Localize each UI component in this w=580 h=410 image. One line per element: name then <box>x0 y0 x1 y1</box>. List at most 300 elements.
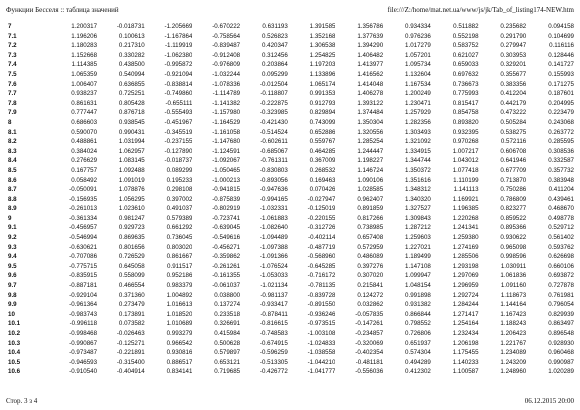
value-cell: 1.169921 <box>452 195 479 203</box>
table-row <box>6 319 574 329</box>
x-value-cell: 7.7 <box>8 90 17 98</box>
value-cell: 0.561402 <box>548 234 574 242</box>
value-cell: 0.397276 <box>357 262 384 270</box>
value-cell: 1.147108 <box>405 262 431 270</box>
value-cell: 1.043012 <box>452 157 479 165</box>
value-cell: -1.141382 <box>212 99 241 107</box>
value-cell: 0.171275 <box>548 80 574 88</box>
x-value-cell: 10.5 <box>8 358 21 366</box>
value-cell: 0.420347 <box>261 42 288 50</box>
value-cell: 1.348312 <box>405 186 431 194</box>
value-cell: 1.197203 <box>309 61 336 69</box>
x-value-cell: 7.3 <box>8 51 17 59</box>
value-cell: 1.254825 <box>309 51 336 59</box>
value-cell: -1.164529 <box>212 118 241 126</box>
value-cell: 0.298108 <box>166 186 193 194</box>
table-row <box>6 214 574 224</box>
value-cell: 0.775993 <box>452 90 479 98</box>
x-value-cell: 10.4 <box>8 349 21 357</box>
x-value-cell: 7 <box>8 23 12 30</box>
table-row <box>6 291 574 301</box>
value-cell: 0.167757 <box>71 166 98 174</box>
value-cell: 0.993279 <box>166 330 193 337</box>
value-cell: -0.645285 <box>307 262 336 270</box>
table-row <box>6 166 574 176</box>
value-cell: -0.946593 <box>69 358 98 366</box>
value-cell: 0.526823 <box>261 32 288 40</box>
table-row <box>6 348 574 358</box>
value-cell: 1.296959 <box>452 282 479 290</box>
value-cell: -0.320069 <box>355 339 384 347</box>
value-cell: -0.630621 <box>69 243 98 251</box>
value-cell: -0.685067 <box>259 147 288 155</box>
value-cell: -0.481181 <box>355 358 384 366</box>
value-cell: 0.801656 <box>118 243 145 251</box>
value-cell: -1.032244 <box>212 70 241 78</box>
value-cell: -0.596259 <box>259 349 288 357</box>
value-cell: 0.329201 <box>500 61 527 69</box>
value-cell: 1.030911 <box>500 262 527 270</box>
value-cell: 0.371360 <box>118 291 145 299</box>
value-cell: 1.274169 <box>452 243 479 251</box>
value-cell: 0.854758 <box>452 109 479 117</box>
value-cell: -1.161058 <box>212 128 241 136</box>
x-value-cell: 8.7 <box>8 186 17 194</box>
value-cell: 0.938237 <box>71 90 98 98</box>
value-cell: -1.124591 <box>212 147 241 155</box>
x-value-cell: 8.2 <box>8 138 17 146</box>
value-cell: -0.933417 <box>259 301 288 309</box>
value-cell: 0.805428 <box>118 99 145 107</box>
value-cell: 1.196206 <box>71 32 98 40</box>
value-cell: 1.198227 <box>357 157 384 165</box>
value-cell: 1.090106 <box>357 176 384 184</box>
table-row <box>6 329 574 339</box>
value-cell: 0.738985 <box>357 224 384 232</box>
value-cell: 0.930622 <box>500 234 527 242</box>
value-cell: 1.297069 <box>452 272 479 280</box>
value-cell: -0.018731 <box>116 23 145 30</box>
value-cell: 1.140233 <box>452 358 479 366</box>
value-cell: 0.116116 <box>549 42 574 50</box>
table-row <box>6 281 574 291</box>
value-cell: 1.303493 <box>405 128 431 136</box>
value-cell: 0.726806 <box>405 330 431 337</box>
value-cell: 0.124272 <box>357 291 384 299</box>
value-cell: -0.147261 <box>355 320 384 328</box>
value-cell: 0.970268 <box>452 138 479 146</box>
value-cell: 1.221767 <box>500 339 527 347</box>
value-cell: 1.132604 <box>405 70 431 78</box>
value-cell: 1.393122 <box>357 99 384 107</box>
value-cell: 1.004892 <box>166 291 193 299</box>
value-cell: -0.990867 <box>69 339 98 347</box>
value-cell: 0.653121 <box>214 358 241 366</box>
value-cell: 0.962407 <box>357 195 384 203</box>
value-cell: 0.273479 <box>118 301 145 309</box>
page-header <box>6 4 574 16</box>
x-value-cell: 7.4 <box>8 61 17 69</box>
value-cell: 0.505284 <box>500 118 527 126</box>
value-cell: 0.559767 <box>309 138 336 146</box>
value-cell: -0.125019 <box>307 205 336 213</box>
table-row <box>6 32 574 42</box>
value-cell: -1.041777 <box>307 368 336 376</box>
value-cell: 1.196385 <box>452 205 479 213</box>
value-cell: 0.412204 <box>500 90 527 98</box>
value-cell: 0.303953 <box>500 51 527 59</box>
x-value-cell: 7.6 <box>8 80 17 88</box>
value-cell: 0.659033 <box>452 61 479 69</box>
value-cell: -1.097388 <box>259 243 288 251</box>
value-cell: -1.021134 <box>260 282 288 290</box>
x-value-cell: 9.9 <box>8 301 17 309</box>
value-cell: 0.572116 <box>500 138 527 146</box>
value-cell: -0.639045 <box>212 224 241 232</box>
table-row <box>6 310 574 320</box>
value-cell: 0.876718 <box>118 109 145 117</box>
value-cell: -0.887181 <box>69 282 98 290</box>
value-cell: -0.802919 <box>212 205 241 213</box>
value-cell: 0.032862 <box>357 301 384 309</box>
value-cell: -0.674915 <box>259 339 288 347</box>
value-cell: 1.065359 <box>71 70 98 78</box>
value-cell: 1.230471 <box>405 99 431 107</box>
value-cell: -0.910540 <box>69 368 98 376</box>
value-cell: -0.359862 <box>212 253 241 261</box>
value-cell: 0.223479 <box>548 109 574 117</box>
value-cell: 0.761981 <box>548 291 574 299</box>
value-cell: 0.104699 <box>548 32 574 40</box>
value-cell: 0.983379 <box>166 282 193 290</box>
value-cell: 0.652886 <box>309 128 336 136</box>
value-cell: -0.878411 <box>260 310 288 318</box>
value-cell: 0.661292 <box>166 224 193 232</box>
table-row <box>6 22 574 32</box>
value-cell: 0.579897 <box>214 349 241 357</box>
x-value-cell: 9.3 <box>8 243 17 251</box>
x-value-cell: 8.9 <box>8 205 17 213</box>
value-cell: 1.344744 <box>405 157 431 165</box>
value-cell: -0.220155 <box>307 214 336 222</box>
value-cell: 0.928930 <box>548 339 574 347</box>
table-row <box>6 128 574 138</box>
value-cell: 1.141113 <box>453 186 479 194</box>
value-cell: 0.263772 <box>548 128 574 136</box>
value-cell: 1.118673 <box>500 291 527 299</box>
value-cell: 0.473222 <box>500 109 527 117</box>
file-path: file:///Z:/home/mat.net.ua/www/js/jk/Tab_of_listing174-NEW.htm <box>387 6 574 14</box>
value-cell: -0.487719 <box>307 243 336 251</box>
value-cell: -0.830803 <box>259 166 288 174</box>
value-cell: -0.976809 <box>212 61 241 69</box>
x-value-cell: 9.5 <box>8 262 17 270</box>
value-cell: 1.057201 <box>405 51 431 59</box>
value-cell: -0.127890 <box>164 147 193 155</box>
value-cell: 0.938545 <box>118 118 145 126</box>
table-row <box>6 51 574 61</box>
value-cell: 0.932395 <box>452 128 479 136</box>
value-cell: 0.626698 <box>548 253 574 261</box>
value-cell: 0.866844 <box>405 310 431 318</box>
table-row <box>6 118 574 128</box>
value-cell: -1.205669 <box>164 23 193 30</box>
value-cell: 1.056295 <box>118 195 145 203</box>
value-cell: 0.203864 <box>261 61 288 69</box>
value-cell: 0.572959 <box>357 243 384 251</box>
value-cell: 1.340320 <box>405 195 431 203</box>
value-cell: 1.416562 <box>357 70 384 78</box>
value-cell: 0.291790 <box>500 32 527 40</box>
value-cell: 0.233518 <box>214 310 241 318</box>
table-body <box>6 22 574 377</box>
page-footer <box>6 396 574 406</box>
value-cell: -0.912408 <box>212 51 241 59</box>
value-cell: 0.217310 <box>118 42 145 50</box>
value-cell: 0.726529 <box>118 253 145 261</box>
table-row <box>6 137 574 147</box>
table-row <box>6 80 574 90</box>
value-cell: -0.716172 <box>307 272 336 280</box>
value-cell: 0.058492 <box>71 176 98 184</box>
value-cell: 0.697632 <box>452 70 479 78</box>
value-cell: 0.834141 <box>166 368 193 376</box>
value-cell: 1.200317 <box>71 23 98 30</box>
value-cell: 1.244447 <box>357 147 384 155</box>
value-cell: 0.990431 <box>118 128 145 136</box>
table-row <box>6 185 574 195</box>
value-cell: -0.973487 <box>69 349 98 357</box>
value-cell: -1.044210 <box>307 358 336 366</box>
value-cell: 1.065174 <box>309 80 336 88</box>
value-cell: 0.442179 <box>500 99 527 107</box>
value-cell: 1.189499 <box>405 253 431 261</box>
value-cell: 1.254164 <box>452 320 479 328</box>
value-cell: 1.114385 <box>71 61 98 69</box>
value-cell: 1.092488 <box>118 166 145 174</box>
value-cell: 0.896548 <box>548 330 574 337</box>
value-cell: 0.869635 <box>118 234 145 242</box>
value-cell: 0.981247 <box>118 214 145 222</box>
print-datetime: 06.12.2015 20:00 <box>524 397 574 405</box>
x-value-cell: 8 <box>8 118 12 126</box>
value-cell: 0.100613 <box>118 32 145 40</box>
value-cell: 1.099947 <box>405 272 431 280</box>
x-value-cell: 10.6 <box>8 368 21 376</box>
value-cell: -0.118807 <box>260 90 288 98</box>
value-cell: -0.221891 <box>116 349 145 357</box>
x-value-cell: 9.2 <box>8 234 17 242</box>
value-cell: 1.234089 <box>500 349 527 357</box>
value-cell: -0.749860 <box>164 90 193 98</box>
value-cell: 1.028585 <box>357 186 384 194</box>
value-cell: 0.308536 <box>548 147 574 155</box>
value-cell: -0.451967 <box>164 118 193 126</box>
value-cell: 0.383948 <box>548 176 574 184</box>
value-cell: 0.468670 <box>548 205 574 213</box>
value-cell: -0.995872 <box>164 61 193 69</box>
value-cell: 0.384024 <box>71 147 98 155</box>
value-cell: 0.725251 <box>118 90 145 98</box>
value-cell: 1.257929 <box>405 109 431 117</box>
value-cell: -1.000213 <box>212 176 241 184</box>
value-cell: 1.091019 <box>118 176 145 184</box>
value-cell: 1.200249 <box>405 90 431 98</box>
value-cell: 0.817266 <box>357 214 384 222</box>
value-cell: 1.394290 <box>357 42 384 50</box>
value-cell: 0.367009 <box>309 157 336 165</box>
value-cell: -1.092067 <box>212 157 241 165</box>
x-value-cell: 9.7 <box>8 282 17 290</box>
value-cell: -1.091366 <box>259 253 288 261</box>
value-cell: 1.334915 <box>405 147 431 155</box>
value-cell: 1.078876 <box>118 186 145 194</box>
value-cell: -1.053033 <box>259 272 288 280</box>
value-cell: 0.823277 <box>500 205 527 213</box>
value-cell: 1.091160 <box>500 282 527 290</box>
value-cell: -1.032331 <box>259 205 288 213</box>
value-cell: 1.356786 <box>357 23 384 30</box>
value-cell: 0.307020 <box>357 272 384 280</box>
table-row <box>6 147 574 157</box>
value-cell: 0.998596 <box>500 253 527 261</box>
value-cell: 0.173891 <box>118 310 145 318</box>
value-cell: 0.895366 <box>500 224 527 232</box>
value-cell: 0.155993 <box>548 70 574 78</box>
value-cell: 0.777447 <box>71 109 98 117</box>
table-row <box>6 271 574 281</box>
value-cell: 0.743099 <box>309 118 336 126</box>
value-cell: -0.758564 <box>212 32 241 40</box>
value-cell: -0.361334 <box>69 214 98 222</box>
value-cell: 0.636855 <box>118 80 145 88</box>
value-cell: 0.137274 <box>214 301 241 309</box>
value-cell: -0.947636 <box>259 186 288 194</box>
value-cell: -1.024833 <box>307 339 336 347</box>
value-cell: 1.144164 <box>500 301 527 309</box>
value-cell: 0.719685 <box>214 368 241 376</box>
value-cell: -0.222875 <box>259 99 288 107</box>
value-cell: -0.973515 <box>307 320 336 328</box>
value-cell: 0.438500 <box>118 61 145 69</box>
value-cell: 0.089299 <box>166 166 193 174</box>
value-cell: -0.549616 <box>212 234 241 242</box>
value-cell: -0.761311 <box>260 157 288 165</box>
value-cell: -0.929104 <box>69 291 98 299</box>
value-cell: -0.546994 <box>69 234 98 242</box>
value-cell: -0.556036 <box>355 368 384 376</box>
value-cell: -0.513305 <box>259 358 288 366</box>
value-cell: 1.180283 <box>71 42 98 50</box>
value-cell: -1.114789 <box>212 90 241 98</box>
value-cell: -0.748583 <box>259 330 288 337</box>
value-cell: 1.152668 <box>71 51 98 59</box>
value-cell: 1.293198 <box>452 262 479 270</box>
x-value-cell: 8.5 <box>8 166 17 174</box>
bessel-table-container <box>6 22 574 377</box>
value-cell: 0.357732 <box>548 166 574 174</box>
value-cell: 0.235682 <box>500 23 527 30</box>
value-cell: -0.261013 <box>69 205 98 213</box>
value-cell: 1.377639 <box>357 32 384 40</box>
value-cell: -1.003108 <box>307 330 336 337</box>
value-cell: 1.282356 <box>405 118 431 126</box>
value-cell: -0.555493 <box>164 109 193 117</box>
value-cell: 0.415984 <box>214 330 241 337</box>
value-cell: 1.292724 <box>452 291 479 299</box>
value-cell: -0.816615 <box>259 320 288 328</box>
value-cell: -0.998468 <box>69 330 98 337</box>
value-cell: 0.861631 <box>71 99 98 107</box>
value-cell: -0.161355 <box>212 272 241 280</box>
value-cell: 0.651937 <box>405 339 431 347</box>
value-cell: 1.077418 <box>452 166 479 174</box>
value-cell: 0.128446 <box>548 51 574 59</box>
value-cell: -0.775715 <box>69 262 98 270</box>
value-cell: 1.351616 <box>405 176 431 184</box>
x-value-cell: 7.1 <box>8 32 17 40</box>
value-cell: 0.965098 <box>500 243 527 251</box>
value-cell: 0.990987 <box>548 358 574 366</box>
value-cell: 1.062957 <box>118 147 145 155</box>
value-cell: 0.893820 <box>452 118 479 126</box>
value-cell: 0.657408 <box>357 234 384 242</box>
value-cell: 0.464285 <box>309 147 336 155</box>
table-row <box>6 262 574 272</box>
value-cell: 0.268532 <box>309 166 336 174</box>
value-cell: -0.057835 <box>355 310 384 318</box>
value-cell: 0.215841 <box>357 282 384 290</box>
value-cell: 0.660106 <box>548 262 574 270</box>
table-row <box>6 99 574 109</box>
table-row <box>6 204 574 214</box>
value-cell: -1.078336 <box>212 80 241 88</box>
x-value-cell: 7.2 <box>8 42 17 50</box>
value-cell: 0.863497 <box>548 320 574 328</box>
value-cell: 0.330282 <box>118 51 145 59</box>
value-cell: -0.670222 <box>212 23 241 30</box>
value-cell: 0.070426 <box>309 186 336 194</box>
value-cell: 1.206423 <box>500 330 527 337</box>
table-row <box>6 233 574 243</box>
value-cell: -0.893056 <box>259 176 288 184</box>
table-row <box>6 358 574 368</box>
value-cell: 0.606708 <box>500 147 527 155</box>
value-cell: -1.062380 <box>164 51 193 59</box>
x-value-cell: 9 <box>8 214 12 222</box>
value-cell: -0.061037 <box>212 282 241 290</box>
value-cell: -0.514524 <box>259 128 288 136</box>
value-cell: 0.911517 <box>167 262 193 270</box>
value-cell: 1.243209 <box>500 358 527 366</box>
value-cell: 0.931382 <box>405 301 431 309</box>
x-value-cell: 10.3 <box>8 339 21 347</box>
value-cell: -0.012504 <box>259 80 288 88</box>
value-cell: 0.558099 <box>118 272 145 280</box>
value-cell: -0.456957 <box>69 224 98 232</box>
x-value-cell: 8.4 <box>8 157 17 165</box>
value-cell: 0.500628 <box>214 339 241 347</box>
value-cell: 1.048154 <box>405 282 431 290</box>
table-row <box>6 223 574 233</box>
value-cell: -0.839487 <box>212 42 241 50</box>
value-cell: 0.498778 <box>548 214 574 222</box>
value-cell: 0.713870 <box>500 176 527 184</box>
value-cell: 0.991353 <box>309 90 336 98</box>
value-cell: 1.309843 <box>405 214 431 222</box>
table-row <box>6 252 574 262</box>
value-cell: 0.966542 <box>166 339 193 347</box>
